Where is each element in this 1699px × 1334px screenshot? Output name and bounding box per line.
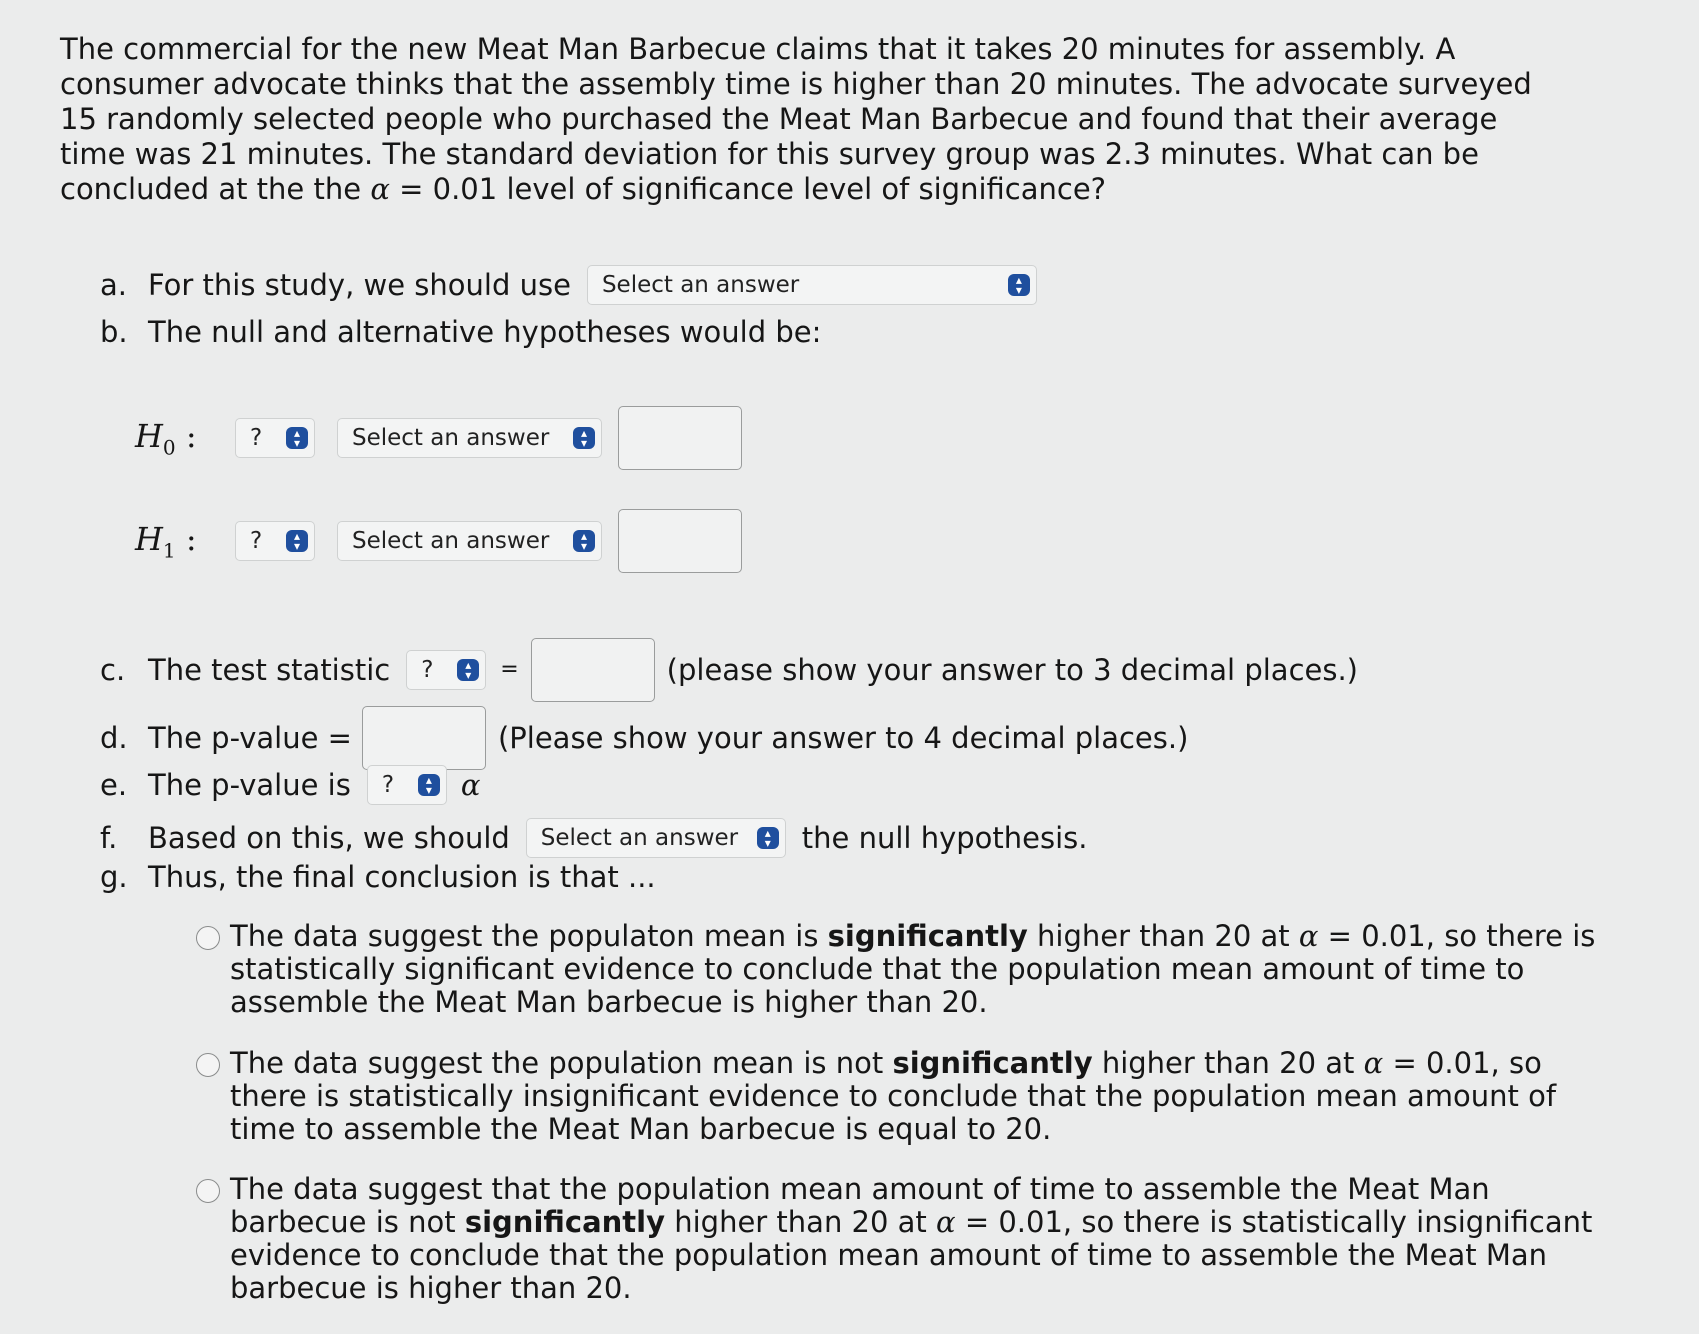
- conclusion-option-1[interactable]: [196, 920, 1596, 1019]
- test-statistic-input[interactable]: [531, 638, 655, 702]
- part-b-letter: b.: [100, 315, 128, 349]
- p-value-compare-select[interactable]: [367, 765, 447, 805]
- test-statistic-select-label: ?: [421, 657, 434, 683]
- conclusion-option-1-text: The data suggest the populaton mean is significantly higher than 20 at α = 0.01, so there is statistically significant evidence to conclude that the population mean amount of time to assemble the Meat Man barbecue is higher than 20.: [230, 919, 1596, 1019]
- question-end: level of significance level of significance?: [506, 172, 1107, 206]
- alpha-value: = 0.01: [399, 172, 498, 206]
- part-e-letter: e.: [100, 768, 128, 802]
- radio-button[interactable]: [196, 926, 220, 950]
- h0-value-input[interactable]: [618, 406, 742, 470]
- alpha-symbol: α: [460, 768, 481, 802]
- part-f-text-after: the null hypothesis.: [801, 821, 1088, 855]
- part-c: [100, 638, 1358, 702]
- h1-parameter-select[interactable]: [337, 521, 602, 561]
- part-e: [100, 765, 480, 805]
- part-f-letter: f.: [100, 821, 118, 855]
- conclusion-option-3-text: The data suggest that the population mean amount of time to assemble the Meat Man barbecue is not significantly higher than 20 at α = 0.01, so there is statistically insignificant evidence to conclude that the population mean amount of time to assemble the Meat Man barbecue is higher than 20.: [230, 1172, 1593, 1305]
- part-e-text: The p-value is: [148, 768, 351, 802]
- chevron-updown-icon: ▴ ▾: [286, 530, 308, 552]
- equals-sign: =: [500, 657, 519, 682]
- alpha-symbol: α: [370, 172, 390, 206]
- h1-parameter-select-label: Select an answer: [352, 528, 550, 554]
- decision-select[interactable]: [526, 818, 786, 858]
- conclusion-option-3[interactable]: [196, 1173, 1596, 1305]
- part-c-note: (please show your answer to 3 decimal places.): [666, 653, 1358, 687]
- h0-symbol-select-label: ?: [250, 425, 263, 451]
- chevron-updown-icon: ▴ ▾: [418, 774, 440, 796]
- part-d-letter: d.: [100, 721, 128, 755]
- h0-symbol-select[interactable]: [235, 418, 315, 458]
- h1-label: $H_1$ :: [135, 519, 197, 563]
- p-value-compare-select-label: ?: [381, 772, 395, 798]
- chevron-updown-icon: ▴ ▾: [757, 827, 779, 849]
- chevron-updown-icon: ▴ ▾: [457, 659, 479, 681]
- part-d: [100, 706, 1188, 770]
- part-f: [100, 818, 1087, 858]
- chevron-updown-icon: ▴ ▾: [286, 427, 308, 449]
- test-statistic-select[interactable]: [406, 650, 486, 690]
- radio-button[interactable]: [196, 1053, 220, 1077]
- h1-value-input[interactable]: [618, 509, 742, 573]
- question-body: The commercial for the new Meat Man Barbecue claims that it takes 20 minutes for assembly. A consumer advocate thinks that the assembly time is higher than 20 minutes. The advocate surveyed 15 randomly selected people who purchased the Meat Man Barbecue and found that their average time was 21 minutes. The standard deviation for this survey group was 2.3 minutes. What can be concluded at the the: [60, 32, 1532, 206]
- study-type-select[interactable]: [587, 265, 1037, 305]
- h0-parameter-select[interactable]: [337, 418, 602, 458]
- part-d-note: (Please show your answer to 4 decimal places.): [497, 721, 1189, 755]
- chevron-updown-icon: ▴ ▾: [1008, 274, 1030, 296]
- part-a-letter: a.: [100, 268, 127, 302]
- part-g-text: Thus, the final conclusion is that ...: [148, 860, 656, 894]
- part-c-text: The test statistic: [148, 653, 391, 687]
- part-a: [100, 265, 1037, 305]
- h0-parameter-select-label: Select an answer: [352, 425, 550, 451]
- conclusion-option-2-text: The data suggest the population mean is not significantly higher than 20 at α = 0.01, so there is statistically insignificant evidence to conclude that the population mean amount of time to assemble the Meat Man barbecue is equal to 20.: [230, 1046, 1557, 1146]
- part-g-letter: g.: [100, 860, 128, 894]
- h1-symbol-select[interactable]: [235, 521, 315, 561]
- question-text: [60, 32, 1560, 207]
- h1-row: [135, 509, 742, 573]
- part-c-letter: c.: [100, 653, 126, 687]
- study-type-select-label: Select an answer: [601, 272, 800, 298]
- part-a-text: For this study, we should use: [148, 268, 571, 302]
- chevron-updown-icon: ▴ ▾: [573, 530, 595, 552]
- radio-button[interactable]: [196, 1179, 220, 1203]
- part-d-text: The p-value =: [148, 721, 352, 755]
- p-value-input[interactable]: [362, 706, 486, 770]
- conclusion-option-2[interactable]: [196, 1047, 1596, 1146]
- part-f-text: Based on this, we should: [148, 821, 510, 855]
- part-b-text: The null and alternative hypotheses would be:: [148, 315, 822, 349]
- h0-label: $H_0$ :: [135, 416, 197, 460]
- h0-row: [135, 406, 742, 470]
- chevron-updown-icon: ▴ ▾: [573, 427, 595, 449]
- part-g: [100, 857, 656, 897]
- decision-select-label: Select an answer: [540, 825, 739, 851]
- h1-symbol-select-label: ?: [250, 528, 263, 554]
- part-b: [100, 312, 821, 352]
